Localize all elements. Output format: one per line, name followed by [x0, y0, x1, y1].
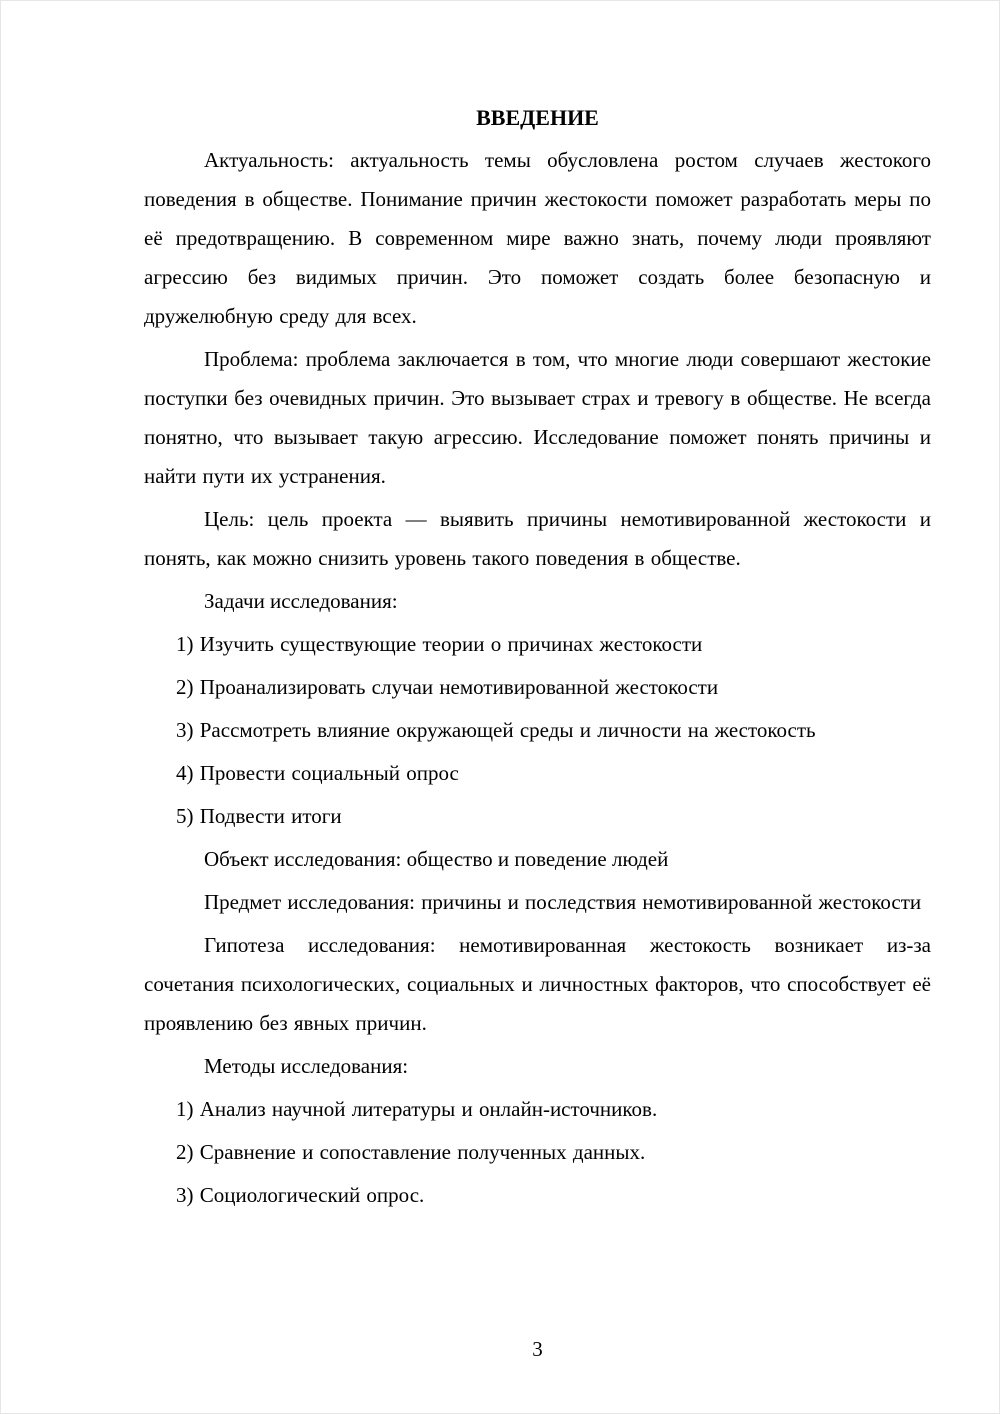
task-item-1: 1) Изучить существующие теории о причинах жестокости [176, 632, 703, 656]
task-item-4: 4) Провести социальный опрос [176, 761, 459, 785]
paragraph-object: Объект исследования: общество и поведение людей [204, 847, 669, 871]
paragraph-hypothesis: Гипотеза исследования: немотивированная жестокость возникает из-за сочетания психологических, социальных и личностных факторов, что способствует её проявлению без явных причин. [144, 933, 931, 1035]
tasks-heading: Задачи исследования: [204, 589, 398, 613]
paragraph-relevance: Актуальность: актуальность темы обусловлена ростом случаев жестокого поведения в обществе. Понимание причин жестокости поможет разработать меры по её предотвращению. В современном мире важно знать, почему люди проявляют агрессию без видимых причин. Это поможет создать более безопасную и дружелюбную среду для всех. [144, 148, 931, 328]
method-item-3: 3) Социологический опрос. [176, 1183, 425, 1207]
task-item-2: 2) Проанализировать случаи немотивированной жестокости [176, 675, 719, 699]
paragraph-problem: Проблема: проблема заключается в том, что многие люди совершают жестокие поступки без очевидных причин. Это вызывает страх и тревогу в обществе. Не всегда понятно, что вызывает такую агрессию. Исследование поможет понять причины и найти пути их устранения. [144, 347, 931, 488]
task-item-5: 5) Подвести итоги [176, 804, 342, 828]
document-content [144, 98, 931, 1219]
method-item-1: 1) Анализ научной литературы и онлайн-источников. [176, 1097, 658, 1121]
paragraph-subject: Предмет исследования: причины и последствия немотивированной жестокости [204, 890, 922, 914]
method-item-2: 2) Сравнение и сопоставление полученных данных. [176, 1140, 646, 1164]
task-item-3: 3) Рассмотреть влияние окружающей среды и личности на жестокость [176, 718, 816, 742]
page-number: 3 [532, 1337, 543, 1361]
paragraph-goal: Цель: цель проекта — выявить причины немотивированной жестокости и понять, как можно снизить уровень такого поведения в обществе. [144, 507, 931, 570]
document-title: ВВЕДЕНИЕ [476, 105, 599, 130]
methods-heading: Методы исследования: [204, 1054, 409, 1078]
